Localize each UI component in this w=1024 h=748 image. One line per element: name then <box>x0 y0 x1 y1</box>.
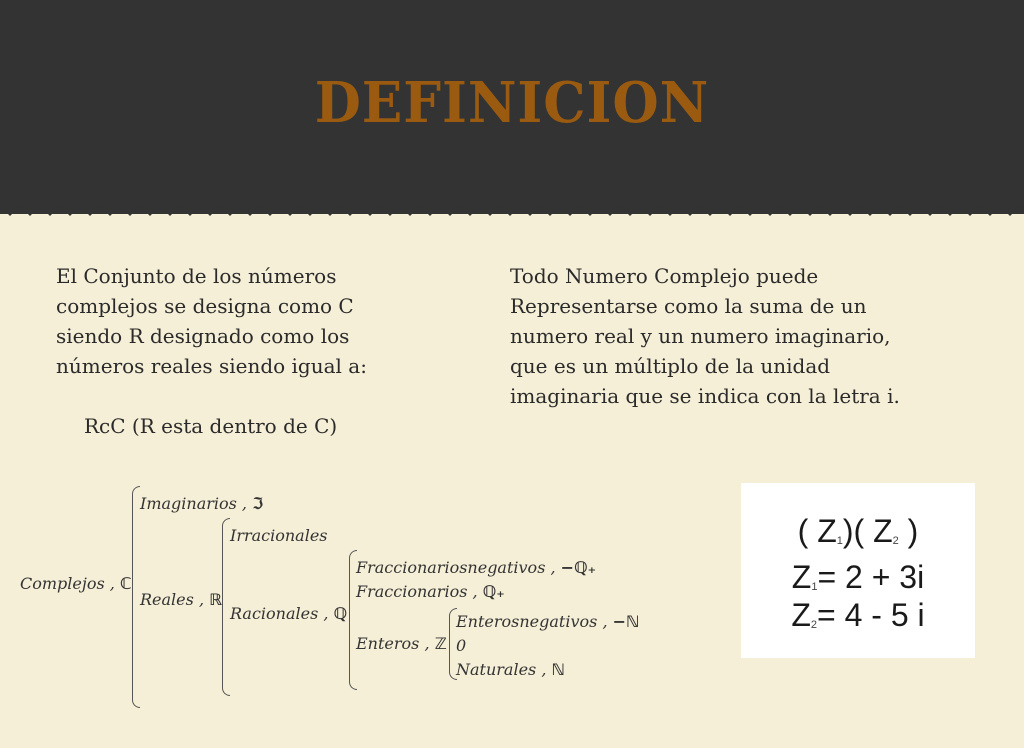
formula-z2: $Z_2= 4 - 5$ i <box>791 597 925 633</box>
left-paragraph <box>56 261 476 381</box>
right-line-2: Representarse como la suma de un <box>510 294 867 318</box>
node-naturales: Naturales , ℕ <box>456 660 565 679</box>
node-imaginarios: Imaginarios , ℑ <box>140 494 264 513</box>
number-classification-diagram <box>0 480 660 720</box>
page-title: DEFINICION <box>314 70 710 136</box>
node-cero: 0 <box>456 636 467 655</box>
zigzag-divider <box>0 206 1024 220</box>
node-irracionales: Irracionales <box>230 526 328 545</box>
right-line-1: Todo Numero Complejo puede <box>510 264 819 288</box>
right-line-5: imaginaria que se indica con la letra i. <box>510 384 900 408</box>
node-fraccionarios: Fraccionarios , ℚ₊ <box>356 582 505 601</box>
brace-complejos <box>132 486 140 708</box>
complex-formula-card <box>741 483 975 658</box>
formula-z1: $Z_1= 2 + 3i$ <box>791 559 925 595</box>
right-line-4: que es un múltiplo de la unidad <box>510 354 831 378</box>
right-paragraph <box>510 261 980 411</box>
formula-product: ( $Z_1$)( $Z_2$ ) <box>797 513 919 549</box>
node-racionales: Racionales , ℚ <box>230 604 348 623</box>
node-complejos: Complejos , ℂ <box>20 574 132 593</box>
right-line-3: numero real y un numero imaginario, <box>510 324 891 348</box>
left-line-2: complejos se designa como C <box>56 294 354 318</box>
node-enteros: Enteros , ℤ <box>356 634 447 653</box>
left-line-1: El Conjunto de los números <box>56 264 337 288</box>
node-fraccionarios-negativos: Fraccionariosnegativos , −ℚ₊ <box>356 558 597 577</box>
node-reales: Reales , ℝ <box>140 590 222 609</box>
left-line-4: números reales siendo igual a: <box>56 354 367 378</box>
left-line-3: siendo R designado como los <box>56 324 350 348</box>
node-enteros-negativos: Enterosnegativos , −ℕ <box>456 612 640 631</box>
brace-reales <box>222 518 230 696</box>
subset-formula: RcC (R esta dentro de C) <box>84 414 338 438</box>
